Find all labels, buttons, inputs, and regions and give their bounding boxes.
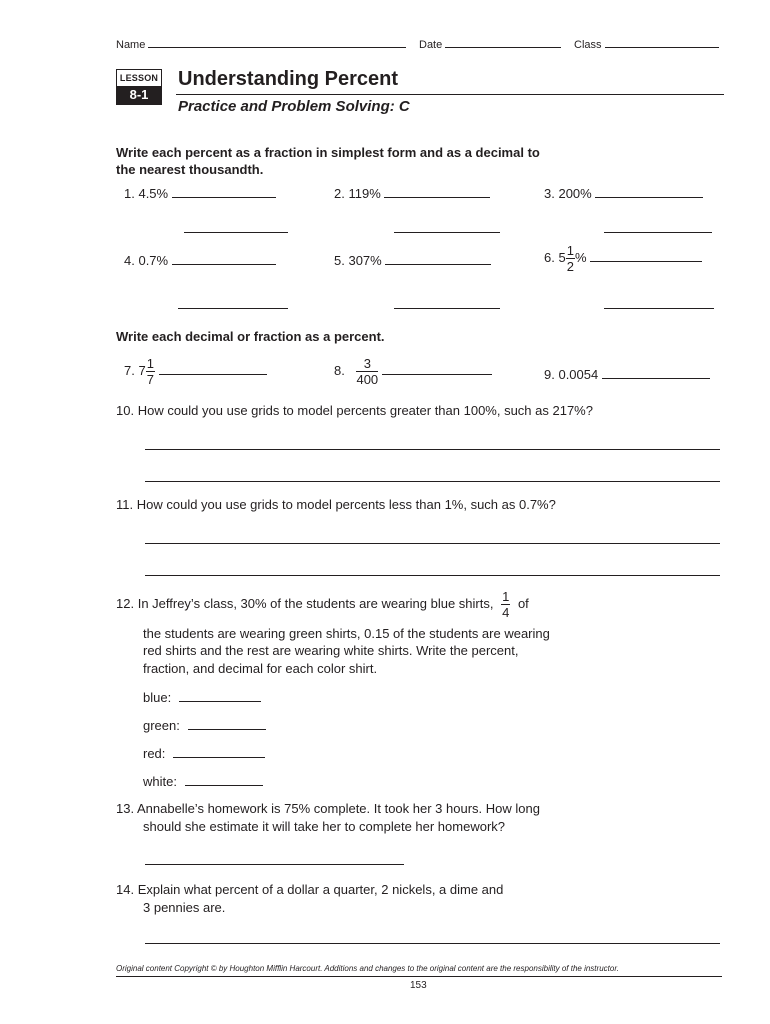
name-field[interactable] — [148, 47, 406, 48]
answer-blank[interactable] — [172, 197, 276, 198]
answer-blank-5b[interactable] — [394, 308, 500, 309]
problem-9: 9. 0.0054 — [544, 367, 710, 382]
problem-3: 3. 200% — [544, 186, 703, 201]
color-red: red: — [143, 746, 265, 761]
color-green: green: — [143, 718, 266, 733]
answer-blank[interactable] — [590, 261, 702, 262]
answer-blank[interactable] — [595, 197, 703, 198]
question-13: 13. Annabelle’s homework is 75% complete. It took her 3 hours. How long — [116, 801, 540, 816]
date-label: Date — [419, 39, 561, 51]
copyright-notice: Original content Copyright © by Houghton Mifflin Harcourt. Additions and changes to the original content are the responsibility of the instructor. — [116, 964, 619, 973]
lesson-badge — [116, 69, 162, 105]
problem-5: 5. 307% — [334, 253, 491, 268]
answer-blank[interactable] — [385, 264, 491, 265]
question-12-line2: the students are wearing green shirts, 0.15 of the students are wearing — [143, 626, 550, 641]
lesson-badge-label: LESSON — [119, 73, 159, 83]
question-10: 10. How could you use grids to model percents greater than 100%, such as 217%? — [116, 403, 593, 418]
answer-blank[interactable] — [188, 729, 266, 730]
title-rule — [176, 94, 724, 95]
problem-6: 6. 5 $\frac{1}{2}$ % — [544, 244, 702, 273]
answer-blank[interactable] — [179, 701, 261, 702]
question-13-line2: should she estimate it will take her to complete her homework? — [143, 819, 506, 834]
problem-8: 8. $\frac{3}{400}$ — [334, 357, 492, 386]
section1-instruction-line1: Write each percent as a fraction in simplest form and as a decimal to — [116, 145, 540, 160]
problem-1: 1. 4.5% — [124, 186, 276, 201]
lesson-badge-number: 8-1 — [117, 86, 161, 104]
problem-4: 4. 0.7% — [124, 253, 276, 268]
answer-blank[interactable] — [173, 757, 265, 758]
answer-blank-6b[interactable] — [604, 308, 714, 309]
fraction: $\frac{3}{400}$ — [356, 356, 379, 387]
answer-blank-1b[interactable] — [184, 232, 288, 233]
problem-2: 2. 119% — [334, 186, 490, 201]
section2-instruction: Write each decimal or fraction as a percent. — [116, 329, 385, 344]
mixed-fraction: $\frac{1}{2}$ — [566, 243, 574, 274]
answer-line[interactable] — [145, 481, 720, 482]
question-14-line2: 3 pennies are. — [143, 900, 226, 915]
answer-blank[interactable] — [185, 785, 263, 786]
footer-rule — [116, 976, 722, 977]
answer-blank[interactable] — [159, 374, 267, 375]
answer-line[interactable] — [145, 543, 720, 544]
answer-blank[interactable] — [384, 197, 490, 198]
page-subtitle: Practice and Problem Solving: C — [178, 98, 410, 115]
answer-line[interactable] — [145, 943, 720, 944]
name-label: Name — [116, 39, 406, 51]
date-field[interactable] — [445, 47, 561, 48]
color-white: white: — [143, 774, 263, 789]
page-number: 153 — [410, 980, 427, 991]
answer-blank[interactable] — [602, 378, 710, 379]
question-12-line4: fraction, and decimal for each color shirt. — [143, 661, 378, 676]
problem-7: 7. 7 $\frac{1}{7}$ — [124, 357, 267, 386]
class-field[interactable] — [605, 47, 719, 48]
page-title: Understanding Percent — [178, 68, 399, 90]
question-11: 11. How could you use grids to model percents less than 1%, such as 0.7%? — [116, 497, 556, 512]
color-blue: blue: — [143, 690, 261, 705]
answer-line[interactable] — [145, 449, 720, 450]
fraction: $\frac{1}{4}$ — [502, 589, 510, 620]
answer-blank-3b[interactable] — [604, 232, 712, 233]
answer-blank-2b[interactable] — [394, 232, 500, 233]
question-12-line3: red shirts and the rest are wearing white shirts. Write the percent, — [143, 643, 519, 658]
question-14: 14. Explain what percent of a dollar a quarter, 2 nickels, a dime and — [116, 882, 504, 897]
question-12: 12. In Jeffrey’s class, 30% of the students are wearing blue shirts, $\frac{1}{4}$ of — [116, 589, 529, 620]
class-label: Class — [574, 39, 719, 51]
answer-blank-4b[interactable] — [178, 308, 288, 309]
answer-line[interactable] — [145, 864, 404, 865]
answer-blank[interactable] — [382, 374, 492, 375]
answer-blank[interactable] — [172, 264, 276, 265]
section1-instruction-line2: the nearest thousandth. — [116, 162, 264, 177]
answer-line[interactable] — [145, 575, 720, 576]
mixed-fraction: $\frac{1}{7}$ — [146, 356, 154, 387]
